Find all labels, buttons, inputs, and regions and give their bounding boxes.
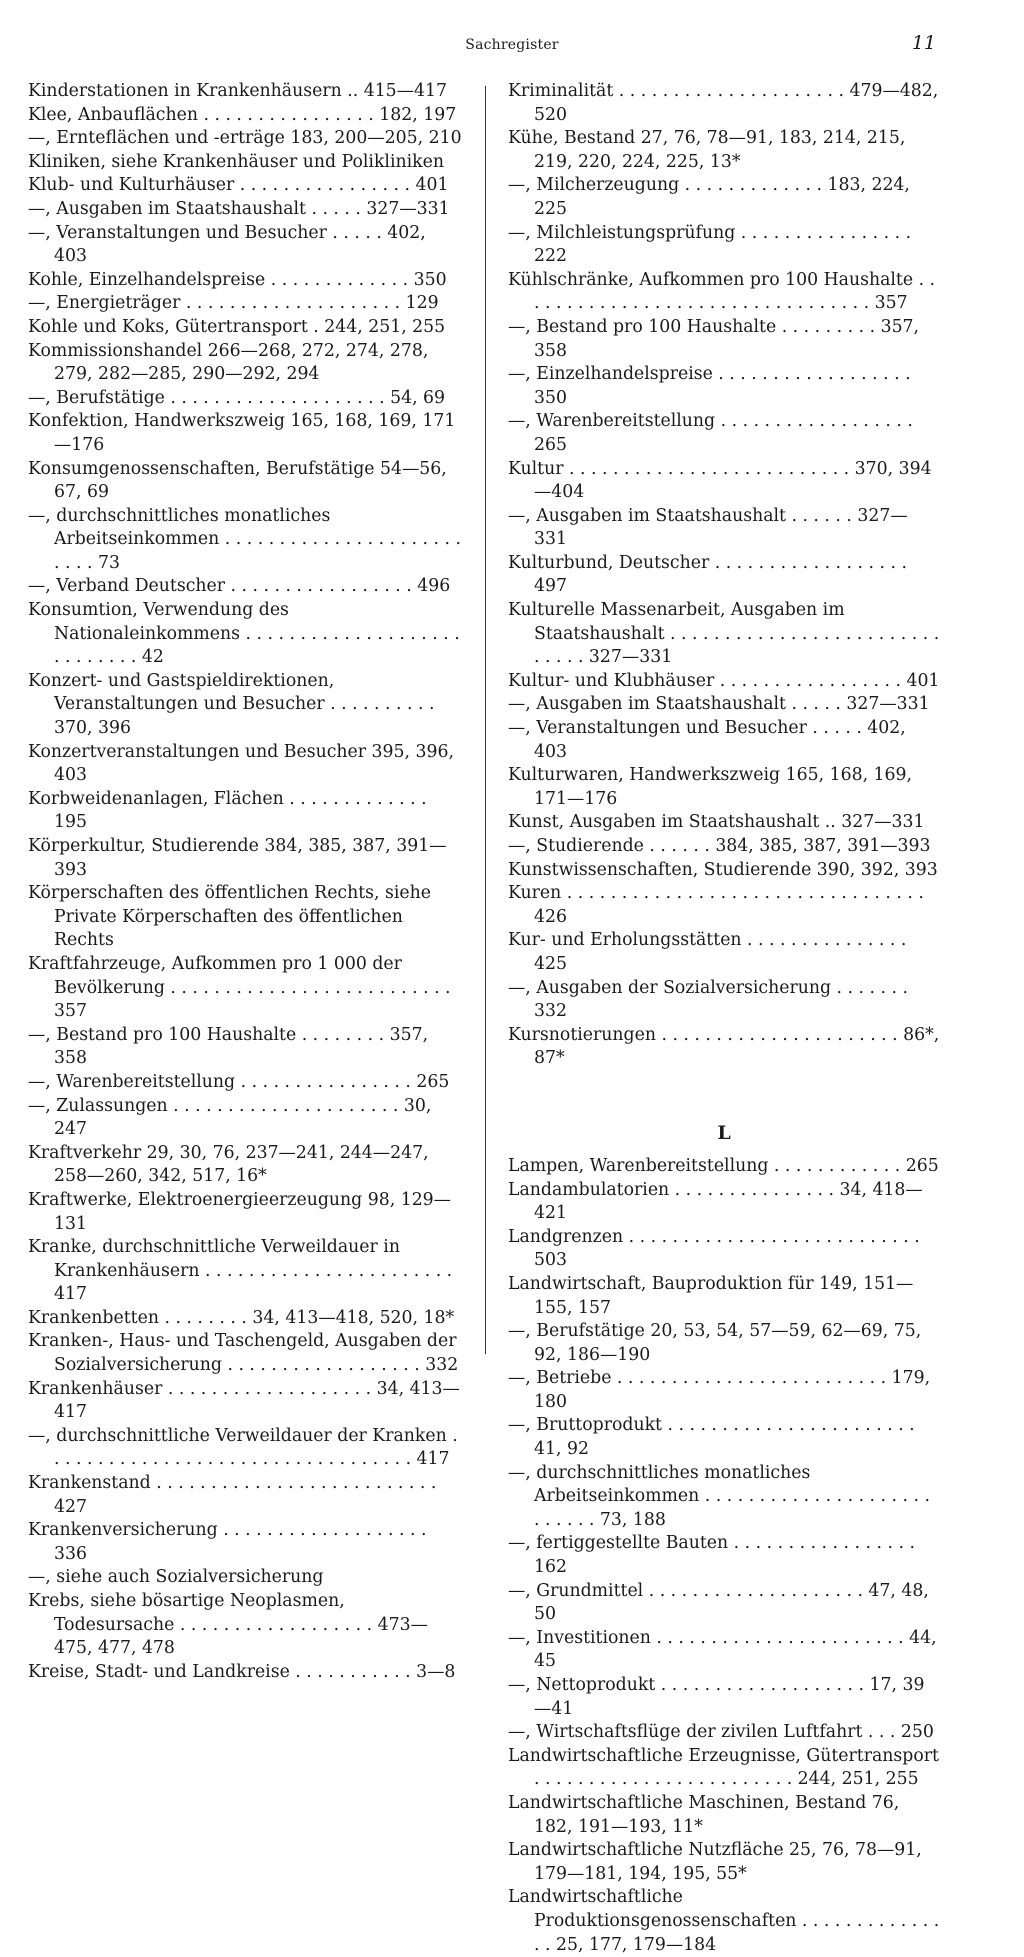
index-entry: —, Ausgaben der Sozialversicherung . . . . . . . 332 <box>508 977 908 1022</box>
index-entry: Krebs, siehe bösartige Neoplasmen, Todesursache . . . . . . . . . . . . . . . . . . 473—475, 477, 478 <box>28 1591 428 1659</box>
k-entries <box>508 80 940 1071</box>
index-entry: —, Bestand pro 100 Haushalte . . . . . . . . 357, 358 <box>28 1024 429 1069</box>
index-entry: Landambulatorien . . . . . . . . . . . . . . . 34, 418—421 <box>508 1179 923 1224</box>
index-entry: Kraftfahrzeuge, Aufkommen pro 1 000 der Bevölkerung . . . . . . . . . . . . . . . . . . . . . . . . . . 357 <box>28 953 451 1022</box>
index-entry: Landwirtschaftliche Maschinen, Bestand 76, 182, 191—193, 11* <box>508 1792 900 1837</box>
index-entry: Kranken-, Haus- und Taschengeld, Ausgaben der Sozialversicherung . . . . . . . . . . . . . . . . . . 332 <box>28 1331 459 1376</box>
index-entry: —, Ausgaben im Staatshaushalt . . . . . 327—331 <box>508 694 930 715</box>
index-entry: Konsumtion, Verwendung des Nationaleinkommens . . . . . . . . . . . . . . . . . . . . . . . . . . . . 42 <box>28 600 460 668</box>
index-entry: —, Berufstätige 20, 53, 54, 57—59, 62—69, 75, 92, 186—190 <box>508 1321 922 1365</box>
index-entry: —, Zulassungen . . . . . . . . . . . . . . . . . . . . . 30, 247 <box>28 1095 432 1140</box>
section-letter-heading: L <box>717 1121 731 1144</box>
index-entry: —, Einzelhandelspreise . . . . . . . . . . . . . . . . . . 350 <box>508 364 911 408</box>
index-entry: Konsumgenossenschaften, Berufstätige 54—56, 67, 69 <box>28 458 447 503</box>
left-index-column <box>28 80 462 1684</box>
index-entry: Krankenbetten . . . . . . . . 34, 413—418, 520, 18* <box>28 1307 455 1328</box>
index-entry: —, Energieträger . . . . . . . . . . . . . . . . . . . . 129 <box>28 293 439 314</box>
index-entry: —, Warenbereitstellung . . . . . . . . . . . . . . . . 265 <box>28 1071 450 1092</box>
index-entry: —, Warenbereitstellung . . . . . . . . . . . . . . . . . . 265 <box>508 411 913 455</box>
index-entry: —, durchschnittliches monatliches Arbeitseinkommen . . . . . . . . . . . . . . . . . . . . . . . . . . . 73, 188 <box>508 1462 930 1530</box>
index-entry: Kultur- und Klubhäuser . . . . . . . . . . . . . . . . . 401 <box>508 670 940 691</box>
index-entry: Kunst, Ausgaben im Staatshaushalt .. 327—331 <box>508 812 925 833</box>
index-entry: —, Verband Deutscher . . . . . . . . . . . . . . . . . 496 <box>28 576 451 597</box>
index-entry: Landwirtschaftliche Erzeugnisse, Gütertransport . . . . . . . . . . . . . . . . . . . . . . . . 244, 251, 255 <box>508 1745 939 1790</box>
index-entry: —, Veranstaltungen und Besucher . . . . . 402, 403 <box>28 222 426 267</box>
index-entry: Kinderstationen in Krankenhäusern .. 415—417 <box>28 81 447 101</box>
index-entry: Kunstwissenschaften, Studierende 390, 392, 393 <box>508 859 938 880</box>
index-entry: Konfektion, Handwerkszweig 165, 168, 169, 171—176 <box>28 411 456 455</box>
index-entry: Kulturelle Massenarbeit, Ausgaben im Staatshaushalt . . . . . . . . . . . . . . . . . . . . . . . . . . . . . . 327—331 <box>508 600 940 668</box>
index-entry: Klee, Anbauflächen . . . . . . . . . . . . . . . . 182, 197 <box>28 104 457 125</box>
index-entry: —, Ausgaben im Staatshaushalt . . . . . 327—331 <box>28 198 450 219</box>
l-entries <box>508 1155 940 1957</box>
index-entry: Landwirtschaftliche Produktionsgenossenschaften . . . . . . . . . . . . . . . 25, 177, 179—184 <box>508 1887 940 1955</box>
index-entry: Kuren . . . . . . . . . . . . . . . . . . . . . . . . . . . . . . . . . 426 <box>508 883 924 927</box>
index-entry: Kranke, durchschnittliche Verweildauer in Krankenhäusern . . . . . . . . . . . . . . . . . . . . . . . 417 <box>28 1237 453 1305</box>
right-index-column <box>508 80 940 1957</box>
index-entry: —, Bruttoprodukt . . . . . . . . . . . . . . . . . . . . . . . 41, 92 <box>508 1415 915 1460</box>
index-entry: —, Studierende . . . . . . 384, 385, 387, 391—393 <box>508 836 931 856</box>
index-entry: Kultur . . . . . . . . . . . . . . . . . . . . . . . . . . 370, 394—404 <box>508 458 932 503</box>
index-entry: —, Grundmittel . . . . . . . . . . . . . . . . . . . . 47, 48, 50 <box>508 1580 929 1625</box>
index-entry: Landwirtschaftliche Nutzfläche 25, 76, 78—91, 179—181, 194, 195, 55* <box>508 1840 922 1884</box>
index-entry: —, Veranstaltungen und Besucher . . . . . 402, 403 <box>508 718 906 762</box>
index-entry: Krankenversicherung . . . . . . . . . . . . . . . . . . . 336 <box>28 1520 427 1564</box>
index-entry: Konzert- und Gastspieldirektionen, Veranstaltungen und Besucher . . . . . . . . . . 370, 396 <box>28 670 435 739</box>
index-entry: Kohle, Einzelhandelspreise . . . . . . . . . . . . . 350 <box>28 269 447 290</box>
index-entry: Kraftverkehr 29, 30, 76, 237—241, 244—247, 258—260, 342, 517, 16* <box>28 1142 429 1187</box>
index-entry: Kliniken, siehe Krankenhäuser und Polikliniken <box>28 151 444 172</box>
index-entry: Kohle und Koks, Gütertransport . 244, 251, 255 <box>28 316 446 337</box>
index-entry: Konzertveranstaltungen und Besucher 395, 396, 403 <box>28 741 454 786</box>
index-entry: Landwirtschaft, Bauproduktion für 149, 151—155, 157 <box>508 1273 914 1318</box>
index-entry: —, durchschnittliches monatliches Arbeitseinkommen . . . . . . . . . . . . . . . . . . . . . . . . . . 73 <box>28 505 461 573</box>
index-entry: Kraftwerke, Elektroenergieerzeugung 98, 129—131 <box>28 1189 451 1234</box>
index-entry: —, Milcherzeugung . . . . . . . . . . . . . 183, 224, 225 <box>508 175 910 219</box>
index-entry: Kursnotierungen . . . . . . . . . . . . . . . . . . . . . . 86*, 87* <box>508 1024 940 1069</box>
index-entry: Körperkultur, Studierende 384, 385, 387, 391—393 <box>28 836 447 880</box>
index-entry: —, Bestand pro 100 Haushalte . . . . . . . . . 357, 358 <box>508 316 920 361</box>
index-entry: Lampen, Warenbereitstellung . . . . . . . . . . . . 265 <box>508 1155 939 1176</box>
running-head: Sachregister <box>465 37 559 53</box>
column-divider <box>485 86 486 1354</box>
index-entry: Kühe, Bestand 27, 76, 78—91, 183, 214, 215, 219, 220, 224, 225, 13* <box>508 128 906 172</box>
page-number: 11 <box>911 32 936 54</box>
index-entry: —, Betriebe . . . . . . . . . . . . . . . . . . . . . . . . . 179, 180 <box>508 1368 931 1412</box>
index-entry: —, siehe auch Sozialversicherung <box>28 1567 324 1588</box>
index-entry: —, Milchleistungsprüfung . . . . . . . . . . . . . . . . 222 <box>508 222 912 267</box>
index-entry: Kriminalität . . . . . . . . . . . . . . . . . . . . . 479—482, 520 <box>508 81 939 125</box>
index-entry: —, fertiggestellte Bauten . . . . . . . . . . . . . . . . . 162 <box>508 1533 915 1578</box>
index-entry: —, Berufstätige . . . . . . . . . . . . . . . . . . . . 54, 69 <box>28 387 446 408</box>
index-entry: Korbweidenanlagen, Flächen . . . . . . . . . . . . . 195 <box>28 788 427 833</box>
index-entry: —, Ausgaben im Staatshaushalt . . . . . . 327—331 <box>508 505 908 550</box>
index-entry: Kühlschränke, Aufkommen pro 100 Haushalte . . . . . . . . . . . . . . . . . . . . . . . . . . . . . . . . . 357 <box>508 269 936 314</box>
index-entry: Landgrenzen . . . . . . . . . . . . . . . . . . . . . . . . . . . 503 <box>508 1226 920 1271</box>
index-entry: Kommissionshandel 266—268, 272, 274, 278, 279, 282—285, 290—292, 294 <box>28 340 429 385</box>
index-entry: Kreise, Stadt- und Landkreise . . . . . . . . . . . 3—8 <box>28 1661 456 1682</box>
index-entry: —, Wirtschaftsflüge der zivilen Luftfahrt . . . 250 <box>508 1722 934 1743</box>
index-entry: Krankenstand . . . . . . . . . . . . . . . . . . . . . . . . . . 427 <box>28 1473 437 1517</box>
index-entry: Kulturwaren, Handwerkszweig 165, 168, 169, 171—176 <box>508 765 913 809</box>
index-entry: Körperschaften des öffentlichen Rechts, siehe Private Körperschaften des öffentlichen Rechts <box>28 883 432 951</box>
index-entry: —, Ernteflächen und -erträge 183, 200—205, 210 <box>28 128 462 149</box>
index-entry: —, Nettoprodukt . . . . . . . . . . . . . . . . . . . 17, 39—41 <box>508 1675 925 1719</box>
index-entry: Kur- und Erholungsstätten . . . . . . . . . . . . . . . 425 <box>508 930 907 974</box>
index-entry: —, durchschnittliche Verweildauer der Kranken . . . . . . . . . . . . . . . . . . . . . . . . . . . . . . . . . . 417 <box>28 1425 458 1470</box>
index-entry: Klub- und Kulturhäuser . . . . . . . . . . . . . . . . 401 <box>28 175 449 196</box>
index-entry: —, Investitionen . . . . . . . . . . . . . . . . . . . . . . . 44, 45 <box>508 1627 937 1672</box>
index-entry: Krankenhäuser . . . . . . . . . . . . . . . . . . . 34, 413—417 <box>28 1378 460 1423</box>
index-entry: Kulturbund, Deutscher . . . . . . . . . . . . . . . . . . 497 <box>508 552 907 597</box>
